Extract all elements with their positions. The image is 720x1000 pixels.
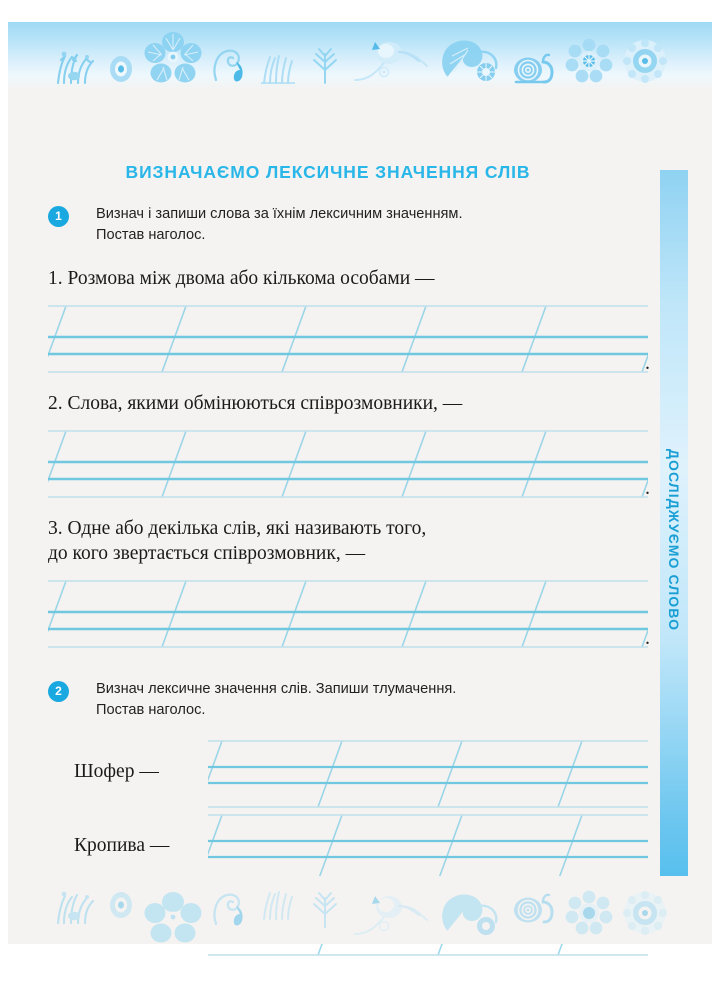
prompt-line: 1. Розмова між двома або кількома особами — [48,268,435,290]
snail-icon [512,50,556,84]
exercise-1-instruction [96,204,463,245]
prompt-line: 3. Одне або декілька слів, які називають того, [48,518,427,540]
handwriting-rule-block[interactable] [48,300,648,374]
item-prompt [48,392,648,417]
top-ornament-strip [8,22,712,90]
exercise-2-instruction [96,679,456,720]
exercise-1-header [48,204,648,245]
bottom-ornament-strip [8,876,712,944]
exercise-number-badge: 1 [48,206,69,227]
exercise-1-item-1 [48,267,648,374]
word-entry-row [48,735,648,809]
handwriting-rule-block[interactable] [48,425,648,499]
sentence-terminator: . [645,627,650,650]
bare-tree-icon [306,46,344,84]
instruction-line: Постав наголос. [96,701,206,718]
exercise-1-item-2 [48,392,648,499]
spiral-eye-icon [107,890,135,920]
grass-tuft-icon [52,890,98,924]
bottom-ornament-row [8,876,712,944]
bare-tree-icon [306,890,344,928]
exercise-1 [48,204,648,649]
page-title: ВИЗНАЧАЄМО ЛЕКСИЧНЕ ЗНАЧЕННЯ СЛІВ [125,162,531,182]
section-side-tab [660,170,688,910]
sentence-terminator: . [645,352,650,375]
prompt-line: до кого звертається співрозмовник, — [48,543,366,565]
bird-branch-icon [353,36,429,84]
word-label: Кропива — [74,834,170,856]
oak-leaf-icon [438,36,504,84]
exercise-number-badge: 2 [48,681,69,702]
handwriting-rule-block[interactable] [208,809,648,883]
item-prompt [48,267,648,292]
oak-leaf-icon [438,890,504,938]
five-petal-flower-icon [144,30,202,84]
curled-leaf-icon [210,46,250,84]
round-rosette-icon [622,890,668,936]
instruction-line: Визнач і запиши слова за їхнім лексичним значенням. [96,206,463,222]
spiral-eye-icon [107,54,135,84]
round-rosette-icon [622,38,668,84]
page-sheet [8,22,712,944]
prompt-line: 2. Слова, якими обмінюються співрозмовники, — [48,393,463,415]
handwriting-rule-block[interactable] [48,575,648,649]
exercise-2-header [48,679,648,720]
grass-blades-icon [259,54,297,84]
instruction-line: Визнач лексичне значення слів. Запиши тлумачення. [96,681,457,698]
word-entry-row [48,809,648,883]
curled-leaf-icon [210,890,250,928]
handwriting-rule-block[interactable] [208,735,648,809]
daisy-cluster-icon [565,38,613,84]
item-prompt [48,517,648,567]
instruction-line: Постав наголос. [96,226,206,243]
side-tab-label: ДОСЛІДЖУЄМО СЛОВО [666,448,682,632]
content-column [48,204,648,957]
grass-tuft-icon [52,50,98,84]
daisy-cluster-icon [565,890,613,936]
bird-branch-icon [353,890,429,938]
grass-blades-icon [259,890,297,920]
sentence-terminator: . [645,477,650,500]
exercise-1-item-3 [48,517,648,649]
five-petal-flower-icon [144,890,202,944]
word-label: Шофер — [74,760,159,782]
snail-icon [512,890,556,924]
top-ornament-row [8,22,712,90]
